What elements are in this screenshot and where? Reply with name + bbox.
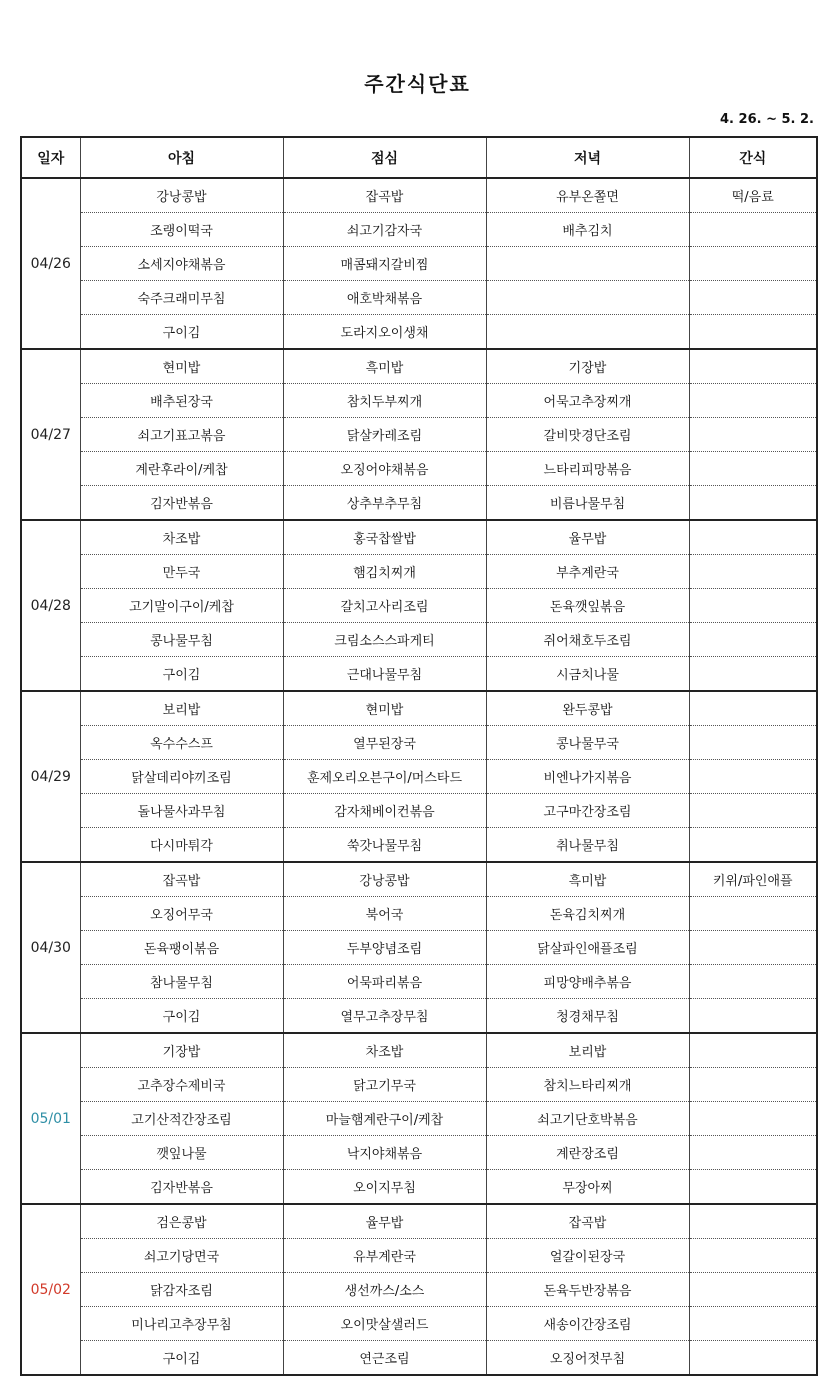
table-row [21, 1341, 817, 1376]
breakfast-item: 깻잎나물 [80, 1136, 283, 1170]
breakfast-item: 보리밥 [80, 691, 283, 726]
table-row [21, 1273, 817, 1307]
table-row [21, 555, 817, 589]
table-row [21, 281, 817, 315]
table-row [21, 384, 817, 418]
dinner-item: 유부온쫄면 [486, 178, 689, 213]
breakfast-item: 구이김 [80, 1341, 283, 1376]
snack-item [689, 315, 817, 350]
dinner-item: 갈비맛경단조림 [486, 418, 689, 452]
breakfast-item: 옥수수스프 [80, 726, 283, 760]
table-row [21, 897, 817, 931]
snack-item [689, 931, 817, 965]
snack-item [689, 1033, 817, 1068]
table-row [21, 589, 817, 623]
breakfast-item: 쇠고기표고볶음 [80, 418, 283, 452]
dinner-item: 완두콩밥 [486, 691, 689, 726]
lunch-item: 율무밥 [283, 1204, 486, 1239]
header-breakfast: 아침 [80, 137, 283, 178]
dinner-item: 돈육두반장볶음 [486, 1273, 689, 1307]
breakfast-item: 계란후라이/케찹 [80, 452, 283, 486]
dinner-item: 오징어젓무침 [486, 1341, 689, 1376]
dinner-item: 참치느타리찌개 [486, 1068, 689, 1102]
table-row [21, 828, 817, 863]
breakfast-item: 구이김 [80, 657, 283, 692]
dinner-item: 보리밥 [486, 1033, 689, 1068]
snack-item [689, 1239, 817, 1273]
dinner-item: 부추계란국 [486, 555, 689, 589]
breakfast-item: 조랭이떡국 [80, 213, 283, 247]
table-row [21, 862, 817, 897]
header-date: 일자 [21, 137, 80, 178]
snack-item [689, 555, 817, 589]
breakfast-item: 잡곡밥 [80, 862, 283, 897]
table-row [21, 520, 817, 555]
table-row [21, 691, 817, 726]
lunch-item: 열무된장국 [283, 726, 486, 760]
lunch-item: 오이지무침 [283, 1170, 486, 1205]
lunch-item: 쑥갓나물무침 [283, 828, 486, 863]
lunch-item: 오이맛살샐러드 [283, 1307, 486, 1341]
breakfast-item: 현미밥 [80, 349, 283, 384]
table-row [21, 1068, 817, 1102]
snack-item [689, 623, 817, 657]
snack-item [689, 589, 817, 623]
dinner-item: 콩나물무국 [486, 726, 689, 760]
snack-item [689, 691, 817, 726]
breakfast-item: 숙주크래미무침 [80, 281, 283, 315]
header-snack: 간식 [689, 137, 817, 178]
breakfast-item: 고추장수제비국 [80, 1068, 283, 1102]
snack-item [689, 965, 817, 999]
day-date: 05/02 [21, 1204, 80, 1375]
lunch-item: 크림소스스파게티 [283, 623, 486, 657]
dinner-item: 어묵고추장찌개 [486, 384, 689, 418]
table-row [21, 349, 817, 384]
snack-item: 키위/파인애플 [689, 862, 817, 897]
table-row [21, 418, 817, 452]
breakfast-item: 기장밥 [80, 1033, 283, 1068]
lunch-item: 상추부추무침 [283, 486, 486, 521]
lunch-item: 유부계란국 [283, 1239, 486, 1273]
table-row [21, 452, 817, 486]
dinner-item: 청경채무침 [486, 999, 689, 1034]
dinner-item [486, 315, 689, 350]
dinner-item: 배추김치 [486, 213, 689, 247]
breakfast-item: 만두국 [80, 555, 283, 589]
lunch-item: 낙지야채볶음 [283, 1136, 486, 1170]
table-row [21, 1170, 817, 1205]
table-row [21, 931, 817, 965]
lunch-item: 애호박채볶음 [283, 281, 486, 315]
date-range: 4. 26. ~ 5. 2. [720, 112, 814, 127]
lunch-item: 북어국 [283, 897, 486, 931]
snack-item [689, 452, 817, 486]
dinner-item: 쥐어채호두조림 [486, 623, 689, 657]
dinner-item: 느타리피망볶음 [486, 452, 689, 486]
breakfast-item: 다시마튀각 [80, 828, 283, 863]
breakfast-item: 참나물무침 [80, 965, 283, 999]
table-row [21, 760, 817, 794]
breakfast-item: 구이김 [80, 999, 283, 1034]
lunch-item: 감자채베이컨볶음 [283, 794, 486, 828]
table-row [21, 794, 817, 828]
breakfast-item: 고기말이구이/케찹 [80, 589, 283, 623]
snack-item [689, 384, 817, 418]
breakfast-item: 구이김 [80, 315, 283, 350]
snack-item [689, 1068, 817, 1102]
lunch-item: 잡곡밥 [283, 178, 486, 213]
table-row [21, 1204, 817, 1239]
lunch-item: 마늘햄계란구이/케찹 [283, 1102, 486, 1136]
lunch-item: 연근조림 [283, 1341, 486, 1376]
snack-item [689, 760, 817, 794]
breakfast-item: 배추된장국 [80, 384, 283, 418]
lunch-item: 어묵파리볶음 [283, 965, 486, 999]
snack-item [689, 486, 817, 521]
dinner-item: 얼갈이된장국 [486, 1239, 689, 1273]
breakfast-item: 김자반볶음 [80, 1170, 283, 1205]
breakfast-item: 소세지야채볶음 [80, 247, 283, 281]
lunch-item: 오징어야채볶음 [283, 452, 486, 486]
header-row [21, 137, 817, 178]
table-row [21, 965, 817, 999]
dinner-item: 기장밥 [486, 349, 689, 384]
snack-item [689, 213, 817, 247]
lunch-item: 두부양념조림 [283, 931, 486, 965]
dinner-item: 비엔나가지볶음 [486, 760, 689, 794]
breakfast-item: 돈육팽이볶음 [80, 931, 283, 965]
table-row [21, 1136, 817, 1170]
lunch-item: 갈치고사리조림 [283, 589, 486, 623]
snack-item [689, 1273, 817, 1307]
snack-item [689, 1170, 817, 1205]
snack-item [689, 999, 817, 1034]
lunch-item: 생선까스/소스 [283, 1273, 486, 1307]
day-date: 04/27 [21, 349, 80, 520]
dinner-item: 고구마간장조림 [486, 794, 689, 828]
table-row [21, 1239, 817, 1273]
dinner-item: 계란장조림 [486, 1136, 689, 1170]
day-date: 04/28 [21, 520, 80, 691]
day-date: 04/30 [21, 862, 80, 1033]
breakfast-item: 쇠고기당면국 [80, 1239, 283, 1273]
weekly-menu-table [20, 136, 818, 1376]
lunch-item: 매콤돼지갈비찜 [283, 247, 486, 281]
snack-item [689, 1136, 817, 1170]
lunch-item: 근대나물무침 [283, 657, 486, 692]
snack-item [689, 828, 817, 863]
lunch-item: 흑미밥 [283, 349, 486, 384]
table-row [21, 657, 817, 692]
breakfast-item: 검은콩밥 [80, 1204, 283, 1239]
header-lunch: 점심 [283, 137, 486, 178]
lunch-item: 햄김치찌개 [283, 555, 486, 589]
breakfast-item: 고기산적간장조림 [80, 1102, 283, 1136]
dinner-item: 피망양배추볶음 [486, 965, 689, 999]
snack-item [689, 1204, 817, 1239]
snack-item [689, 520, 817, 555]
breakfast-item: 콩나물무침 [80, 623, 283, 657]
snack-item [689, 794, 817, 828]
breakfast-item: 닭감자조림 [80, 1273, 283, 1307]
dinner-item: 취나물무침 [486, 828, 689, 863]
day-date: 04/26 [21, 178, 80, 349]
breakfast-item: 미나리고추장무침 [80, 1307, 283, 1341]
table-row [21, 486, 817, 521]
table-row [21, 213, 817, 247]
breakfast-item: 오징어무국 [80, 897, 283, 931]
lunch-item: 닭살카레조림 [283, 418, 486, 452]
lunch-item: 닭고기무국 [283, 1068, 486, 1102]
lunch-item: 현미밥 [283, 691, 486, 726]
dinner-item: 돈육김치찌개 [486, 897, 689, 931]
dinner-item: 닭살파인애플조림 [486, 931, 689, 965]
lunch-item: 참치두부찌개 [283, 384, 486, 418]
dinner-item: 잡곡밥 [486, 1204, 689, 1239]
dinner-item [486, 247, 689, 281]
table-row [21, 1102, 817, 1136]
snack-item [689, 349, 817, 384]
snack-item [689, 657, 817, 692]
table-row [21, 1033, 817, 1068]
table-row [21, 178, 817, 213]
snack-item: 떡/음료 [689, 178, 817, 213]
snack-item [689, 1341, 817, 1376]
table-row [21, 1307, 817, 1341]
breakfast-item: 닭살데리야끼조림 [80, 760, 283, 794]
snack-item [689, 726, 817, 760]
dinner-item: 돈육깻잎볶음 [486, 589, 689, 623]
dinner-item: 시금치나물 [486, 657, 689, 692]
snack-item [689, 247, 817, 281]
dinner-item: 새송이간장조림 [486, 1307, 689, 1341]
breakfast-item: 김자반볶음 [80, 486, 283, 521]
lunch-item: 도라지오이생채 [283, 315, 486, 350]
snack-item [689, 1307, 817, 1341]
breakfast-item: 차조밥 [80, 520, 283, 555]
dinner-item: 율무밥 [486, 520, 689, 555]
page-title: 주간식단표 [364, 72, 471, 96]
day-date: 04/29 [21, 691, 80, 862]
dinner-item: 비름나물무침 [486, 486, 689, 521]
snack-item [689, 281, 817, 315]
dinner-item: 쇠고기단호박볶음 [486, 1102, 689, 1136]
breakfast-item: 돌나물사과무침 [80, 794, 283, 828]
lunch-item: 훈제오리오븐구이/머스타드 [283, 760, 486, 794]
dinner-item: 무장아찌 [486, 1170, 689, 1205]
snack-item [689, 418, 817, 452]
lunch-item: 열무고추장무침 [283, 999, 486, 1034]
lunch-item: 강낭콩밥 [283, 862, 486, 897]
table-row [21, 247, 817, 281]
table-row [21, 999, 817, 1034]
dinner-item [486, 281, 689, 315]
snack-item [689, 1102, 817, 1136]
table-row [21, 726, 817, 760]
dinner-item: 흑미밥 [486, 862, 689, 897]
lunch-item: 차조밥 [283, 1033, 486, 1068]
breakfast-item: 강낭콩밥 [80, 178, 283, 213]
snack-item [689, 897, 817, 931]
table-row [21, 315, 817, 350]
menu-body [21, 178, 817, 1375]
lunch-item: 홍국찹쌀밥 [283, 520, 486, 555]
table-row [21, 623, 817, 657]
lunch-item: 쇠고기감자국 [283, 213, 486, 247]
header-dinner: 저녁 [486, 137, 689, 178]
day-date: 05/01 [21, 1033, 80, 1204]
